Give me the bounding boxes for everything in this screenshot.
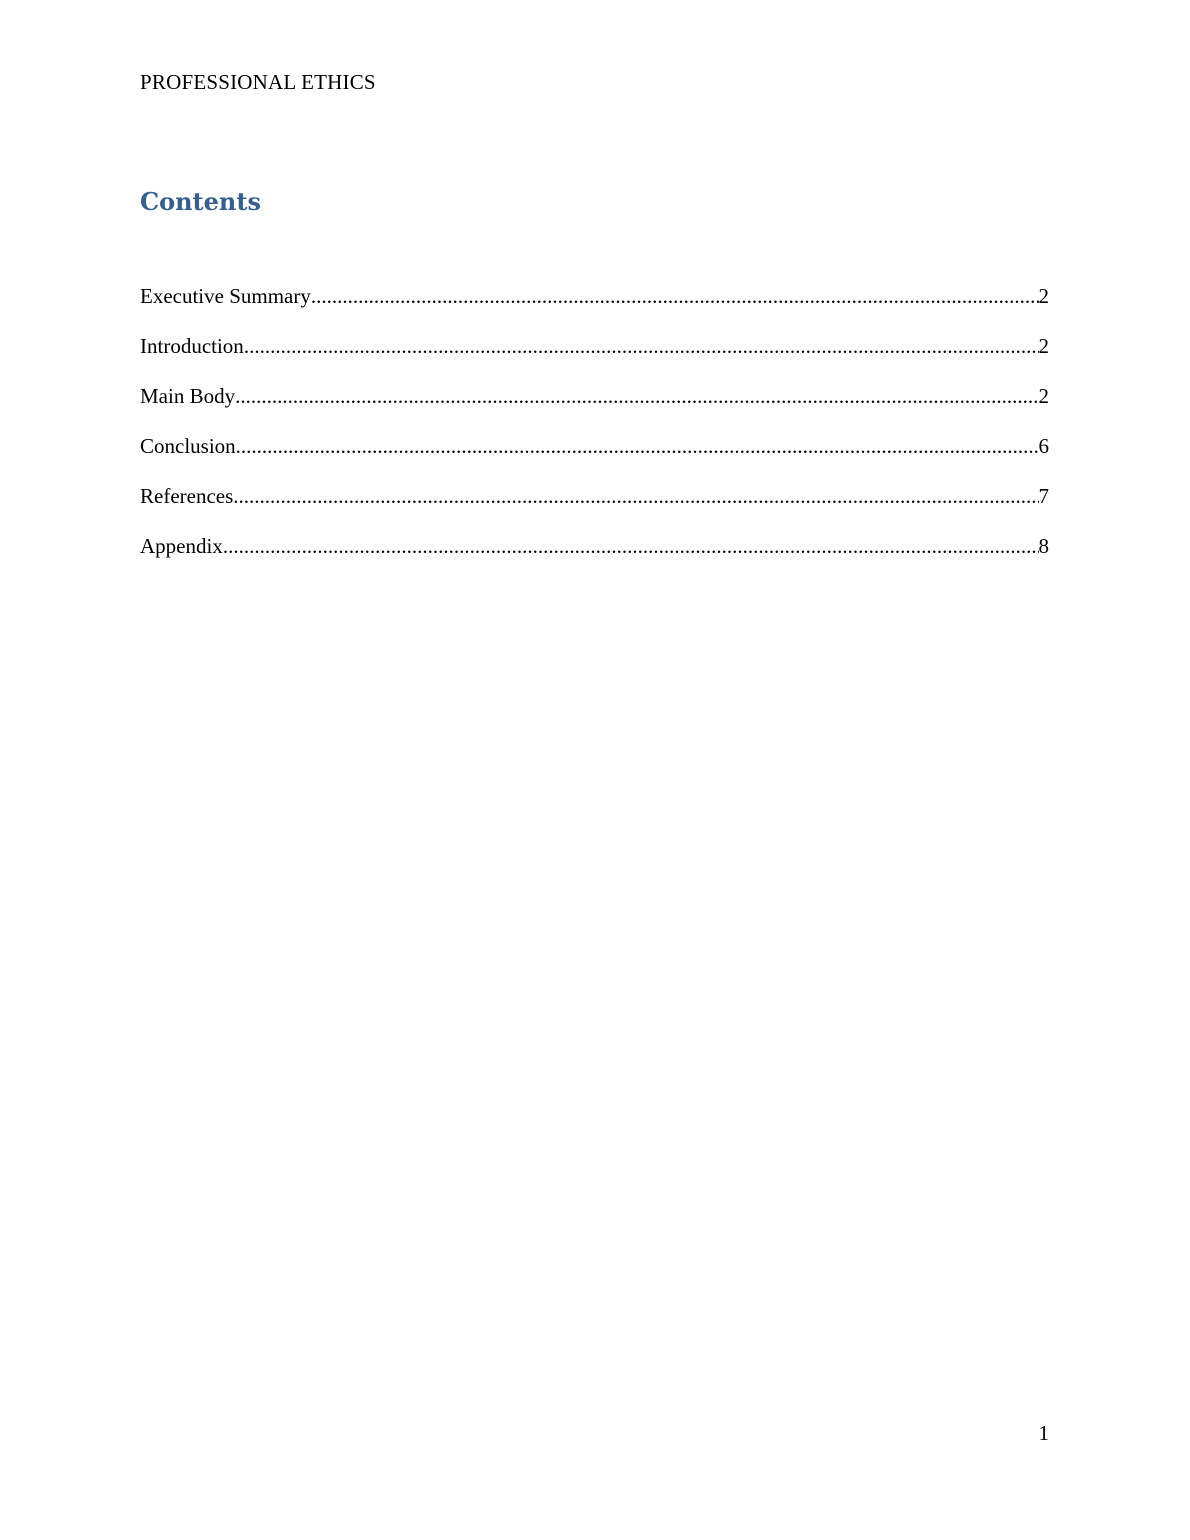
toc-entry-label: Appendix bbox=[140, 534, 223, 558]
toc-dot-leader bbox=[235, 382, 1038, 410]
toc-dot-leader bbox=[311, 282, 1039, 310]
toc-entry-appendix[interactable] bbox=[140, 532, 1049, 582]
toc-entry-page: 2 bbox=[1038, 334, 1049, 358]
toc-entry-page: 6 bbox=[1038, 434, 1049, 458]
running-head: PROFESSIONAL ETHICS bbox=[140, 70, 376, 94]
page-number: 1 bbox=[1038, 1421, 1049, 1445]
toc-dot-leader bbox=[223, 532, 1039, 560]
toc-dot-leader bbox=[244, 332, 1039, 360]
toc-entry-label: Introduction bbox=[140, 334, 244, 358]
toc-entry-page: 2 bbox=[1038, 384, 1049, 408]
toc-entry-label: Conclusion bbox=[140, 434, 236, 458]
toc-dot-leader bbox=[236, 432, 1039, 460]
toc-entry-label: Main Body bbox=[140, 384, 236, 408]
toc-entry-references[interactable] bbox=[140, 482, 1049, 532]
toc-entry-page: 2 bbox=[1038, 284, 1049, 308]
toc-entry-page: 8 bbox=[1038, 534, 1049, 558]
toc-entry-introduction[interactable] bbox=[140, 332, 1049, 382]
toc-entry-main-body[interactable] bbox=[140, 382, 1049, 432]
toc-dot-leader bbox=[233, 482, 1038, 510]
toc-entry-conclusion[interactable] bbox=[140, 432, 1049, 482]
toc-title: Contents bbox=[140, 187, 261, 216]
toc-entry-page: 7 bbox=[1038, 484, 1049, 508]
table-of-contents bbox=[140, 282, 1049, 582]
toc-entry-label: References bbox=[140, 484, 234, 508]
toc-entry-executive-summary[interactable] bbox=[140, 282, 1049, 332]
toc-entry-label: Executive Summary bbox=[140, 284, 311, 308]
